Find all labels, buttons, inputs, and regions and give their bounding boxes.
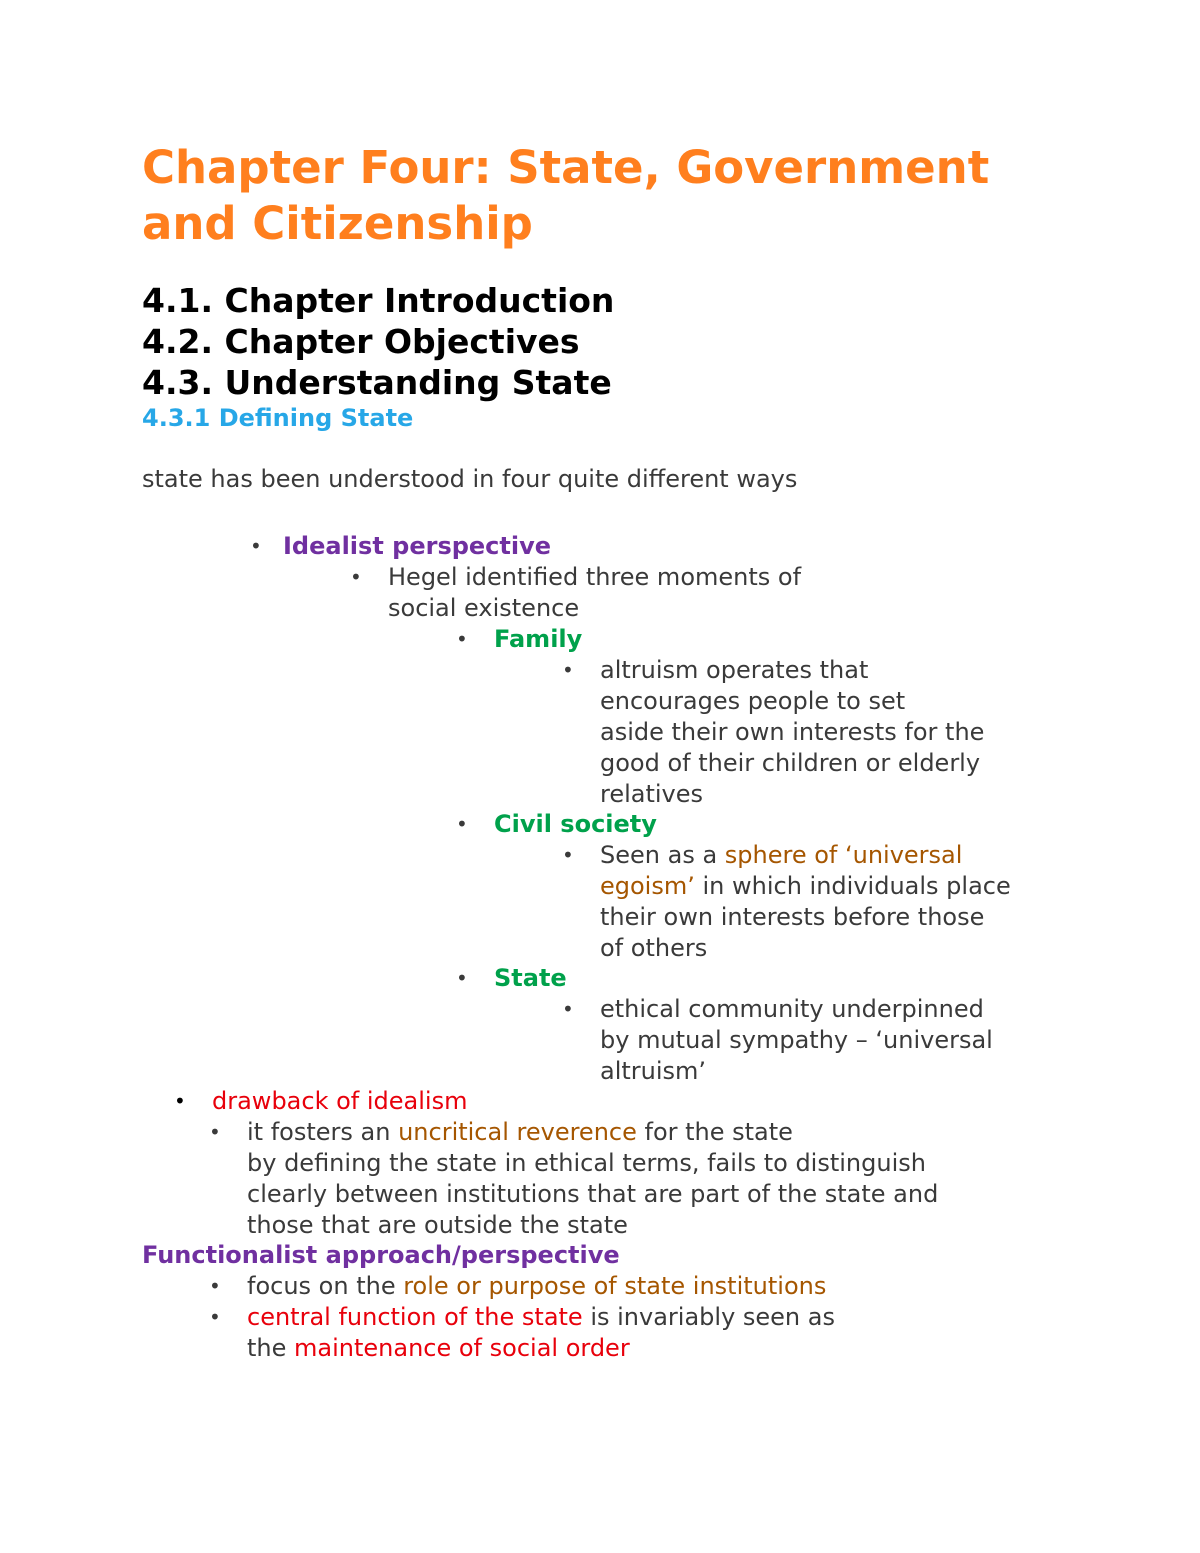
bullet-icon: • <box>209 1274 221 1298</box>
chapter-title-line-2: and Citizenship <box>142 197 533 250</box>
civil-text: their own interests before those <box>600 903 985 931</box>
state-line-3: altruism’ <box>600 1057 707 1085</box>
bullet-icon: • <box>456 627 468 651</box>
family-line-2: encourages people to set <box>600 687 906 715</box>
list-item-drawback <box>174 1086 468 1117</box>
civil-society-label: Civil society <box>494 810 657 838</box>
functionalist-text: focus on the <box>247 1272 404 1300</box>
bullet-icon: • <box>456 812 468 836</box>
list-item-civil-society-detail <box>562 840 1011 964</box>
civil-text: of others <box>600 934 708 962</box>
bullet-icon: • <box>562 658 574 682</box>
state-line-1: ethical community underpinned <box>600 995 984 1023</box>
functionalist-text: the <box>247 1334 295 1362</box>
subheading-defining-state: 4.3.1 Defining State <box>142 404 414 432</box>
bullet-icon: • <box>456 966 468 990</box>
list-item-civil-society <box>456 809 657 840</box>
list-item-state-detail <box>562 994 993 1087</box>
list-item-drawback-detail <box>209 1117 939 1241</box>
family-line-4: good of their children or elderly <box>600 749 981 777</box>
civil-highlight: egoism’ <box>600 872 695 900</box>
list-item-family <box>456 624 583 655</box>
drawback-text: it fosters an <box>247 1118 399 1146</box>
drawback-text: for the state <box>636 1118 793 1146</box>
list-item-functionalist-2 <box>209 1302 835 1364</box>
bullet-icon: • <box>562 997 574 1021</box>
bullet-icon: • <box>209 1120 221 1144</box>
family-label: Family <box>494 625 583 653</box>
family-line-5: relatives <box>600 780 704 808</box>
hegel-line-1: Hegel identified three moments of <box>388 563 802 591</box>
idealist-label: Idealist perspective <box>283 532 552 560</box>
bullet-icon: • <box>209 1305 221 1329</box>
civil-text: Seen as a <box>600 841 725 869</box>
civil-text: in which individuals place <box>694 872 1011 900</box>
chapter-title <box>142 140 1102 252</box>
drawback-text: those that are outside the state <box>247 1211 628 1239</box>
hegel-line-2: social existence <box>388 594 580 622</box>
drawback-highlight: uncritical reverence <box>398 1118 637 1146</box>
functionalist-text: is invariably seen as <box>582 1303 835 1331</box>
functionalist-highlight: maintenance of social order <box>294 1334 630 1362</box>
bullet-icon: • <box>562 843 574 867</box>
list-item-idealist <box>250 531 552 562</box>
bullet-icon: • <box>350 565 362 589</box>
state-line-2: by mutual sympathy – ‘universal <box>600 1026 993 1054</box>
functionalist-heading: Functionalist approach/perspective <box>142 1241 620 1269</box>
family-line-1: altruism operates that <box>600 656 869 684</box>
list-item-functionalist-1 <box>209 1271 827 1302</box>
list-item-family-detail <box>562 655 985 810</box>
chapter-title-line-1: Chapter Four: State, Government <box>142 141 990 194</box>
drawback-text: clearly between institutions that are part of the state and <box>247 1180 939 1208</box>
bullet-icon: • <box>250 534 262 558</box>
civil-highlight: sphere of ‘universal <box>724 841 963 869</box>
drawback-label: drawback of idealism <box>212 1087 468 1115</box>
heading-understanding-state: 4.3. Understanding State <box>142 363 612 402</box>
functionalist-highlight: central function of the state <box>247 1303 583 1331</box>
heading-chapter-objectives: 4.2. Chapter Objectives <box>142 322 580 361</box>
bullet-icon: • <box>174 1089 186 1113</box>
heading-chapter-introduction: 4.1. Chapter Introduction <box>142 281 615 320</box>
state-label: State <box>494 964 567 992</box>
family-line-3: aside their own interests for the <box>600 718 985 746</box>
list-item-hegel <box>350 562 802 624</box>
list-item-state <box>456 963 567 994</box>
functionalist-highlight: role or purpose of state institutions <box>403 1272 827 1300</box>
drawback-text: by defining the state in ethical terms, fails to distinguish <box>247 1149 926 1177</box>
intro-paragraph: state has been understood in four quite different ways <box>142 465 798 493</box>
